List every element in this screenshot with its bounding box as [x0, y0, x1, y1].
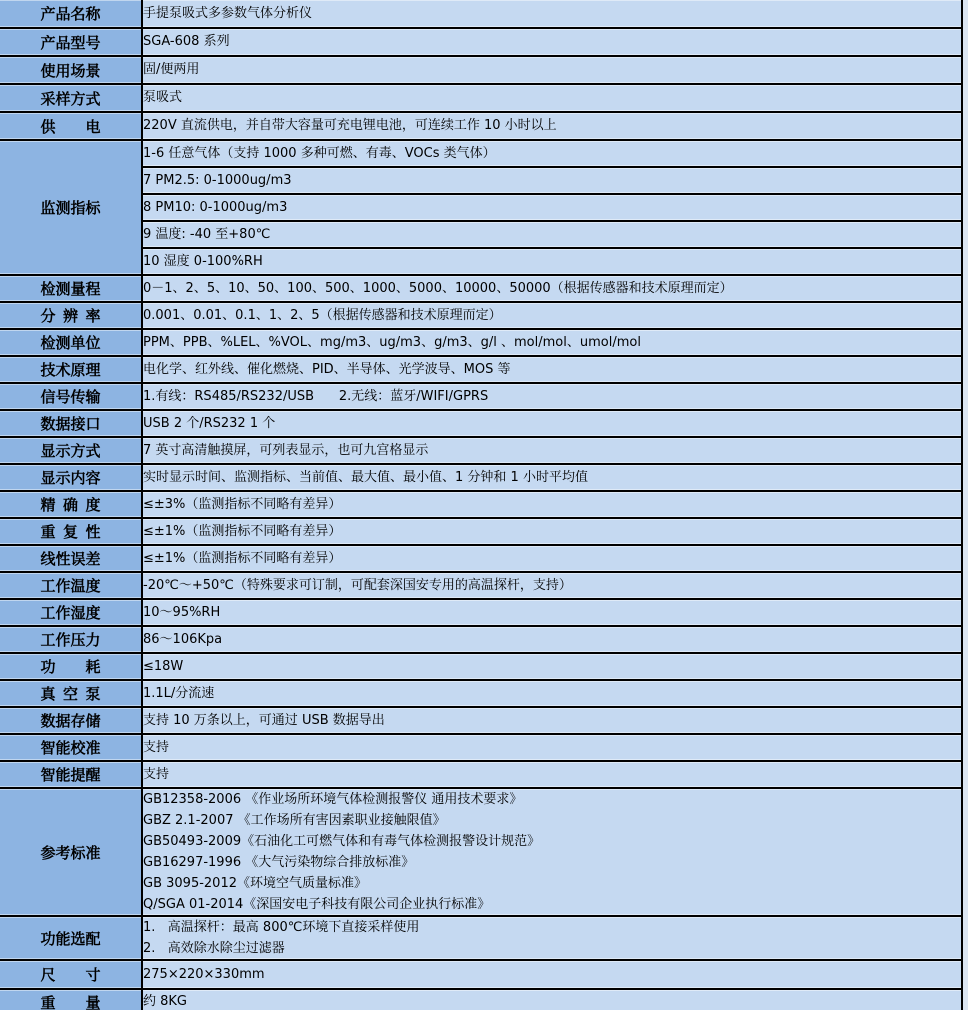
- spec-label-text: 功能选配: [40, 929, 101, 948]
- spec-label-text: 重量: [40, 993, 101, 1010]
- table-row: [0, 275, 962, 302]
- table-row: [0, 410, 962, 437]
- spec-label: [0, 599, 142, 626]
- spec-label-text: 使用场景: [40, 61, 101, 80]
- spec-label-text: 信号传输: [40, 388, 101, 406]
- spec-value: PPM、PPB、%LEL、%VOL、mg/m3、ug/m3、g/m3、g/l 、mol/mol、umol/mol: [142, 329, 962, 356]
- spec-label: [0, 545, 142, 572]
- spec-label-text: 数据存储: [40, 712, 101, 730]
- spec-label-text: 参考标准: [40, 843, 101, 862]
- table-row: [0, 84, 962, 112]
- spec-label-text: 显示内容: [40, 469, 101, 487]
- spec-label: [0, 960, 142, 989]
- spec-label: [0, 653, 142, 680]
- spec-label: [0, 916, 142, 960]
- spec-label: [0, 383, 142, 410]
- spec-label: [0, 989, 142, 1010]
- table-row: [0, 0, 962, 28]
- table-row: [0, 112, 962, 140]
- spec-value-line: GBZ 2.1-2007 《工作场所有害因素职业接触限值》: [143, 813, 446, 828]
- table-row: [0, 599, 962, 626]
- spec-value: 10 湿度 0-100%RH: [142, 248, 962, 275]
- table-row: [0, 788, 962, 916]
- table-row: [0, 437, 962, 464]
- spec-value: 电化学、红外线、催化燃烧、PID、半导体、光学波导、MOS 等: [142, 356, 962, 383]
- table-row: [0, 626, 962, 653]
- spec-value-line: GB16297-1996 《大气污染物综合排放标准》: [143, 855, 415, 870]
- spec-label: [0, 626, 142, 653]
- spec-value-line: GB50493-2009《石油化工可燃气体和有毒气体检测报警设计规范》: [143, 834, 541, 849]
- spec-label: [0, 28, 142, 56]
- table-row: [0, 545, 962, 572]
- table-row: [0, 329, 962, 356]
- spec-label: [0, 734, 142, 761]
- spec-label-text: 工作湿度: [40, 604, 101, 622]
- spec-label-text: 采样方式: [40, 89, 101, 108]
- spec-label: [0, 140, 142, 275]
- spec-label-text: 检测单位: [40, 334, 101, 352]
- spec-value: 86～106Kpa: [142, 626, 962, 653]
- spec-label: [0, 707, 142, 734]
- spec-value: 固/便两用: [142, 56, 962, 84]
- spec-label-text: 精确度: [40, 496, 101, 514]
- spec-value: 手提泵吸式多参数气体分析仪: [142, 0, 962, 28]
- spec-label-text: 技术原理: [40, 361, 101, 379]
- spec-value: ≤±1%（监测指标不同略有差异）: [142, 545, 962, 572]
- table-row: [0, 383, 962, 410]
- spec-value: -20℃～+50℃（特殊要求可订制，可配套深国安专用的高温探杆，支持）: [142, 572, 962, 599]
- spec-value-line: 1. 高温探杆：最高 800℃环境下直接采样使用: [143, 920, 420, 935]
- table-row: [0, 28, 962, 56]
- table-row: [0, 491, 962, 518]
- spec-label: [0, 0, 142, 28]
- spec-label: [0, 761, 142, 788]
- spec-value: ≤18W: [142, 653, 962, 680]
- spec-value: ≤±1%（监测指标不同略有差异）: [142, 518, 962, 545]
- spec-label-text: 产品名称: [40, 5, 101, 23]
- spec-value: 实时显示时间、监测指标、当前值、最大值、最小值、1 分钟和 1 小时平均值: [142, 464, 962, 491]
- spec-label-text: 智能提醒: [40, 766, 101, 784]
- table-row: [0, 761, 962, 788]
- spec-value: 泵吸式: [142, 84, 962, 112]
- spec-label: [0, 437, 142, 464]
- spec-value: ≤±3%（监测指标不同略有差异）: [142, 491, 962, 518]
- table-row: [0, 916, 962, 960]
- spec-label-text: 尺寸: [40, 966, 101, 984]
- spec-label: [0, 788, 142, 916]
- table-row: [0, 734, 962, 761]
- spec-value-line: GB 3095-2012《环境空气质量标准》: [143, 876, 367, 891]
- spec-value: 1.1L/分流速: [142, 680, 962, 707]
- table-row: [0, 194, 962, 221]
- spec-value: 支持: [142, 734, 962, 761]
- table-row: [0, 960, 962, 989]
- table-row: [0, 572, 962, 599]
- spec-label: [0, 572, 142, 599]
- spec-label-text: 重复性: [40, 523, 101, 541]
- spec-label-text: 工作温度: [40, 577, 101, 595]
- spec-label: [0, 329, 142, 356]
- spec-value: 0－1、2、5、10、50、100、500、1000、5000、10000、50000（根据传感器和技术原理而定）: [142, 275, 962, 302]
- spec-value: 275×220×330mm: [142, 960, 962, 989]
- spec-label-text: 分辨率: [40, 307, 101, 325]
- spec-value: 支持 10 万条以上，可通过 USB 数据导出: [142, 707, 962, 734]
- spec-label-text: 显示方式: [40, 442, 101, 460]
- spec-label-text: 数据接口: [40, 415, 101, 433]
- spec-label: [0, 275, 142, 302]
- table-row: [0, 464, 962, 491]
- spec-value: 9 温度: -40 至+80℃: [142, 221, 962, 248]
- table-row: [0, 56, 962, 84]
- spec-label: [0, 302, 142, 329]
- table-row: [0, 140, 962, 167]
- table-row: [0, 302, 962, 329]
- spec-label-text: 监测指标: [40, 199, 101, 217]
- spec-value-line: 2. 高效除水除尘过滤器: [143, 941, 285, 956]
- spec-label: [0, 518, 142, 545]
- spec-label-text: 检测量程: [40, 280, 101, 298]
- table-row: [0, 518, 962, 545]
- table-row: [0, 989, 962, 1010]
- spec-label: [0, 410, 142, 437]
- table-row: [0, 167, 962, 194]
- table-row: [0, 653, 962, 680]
- spec-value: 220V 直流供电，并自带大容量可充电锂电池，可连续工作 10 小时以上: [142, 112, 962, 140]
- spec-value: 10～95%RH: [142, 599, 962, 626]
- spec-value: USB 2 个/RS232 1 个: [142, 410, 962, 437]
- spec-label: [0, 680, 142, 707]
- table-row: [0, 221, 962, 248]
- table-row: [0, 356, 962, 383]
- spec-value: 8 PM10: 0-1000ug/m3: [142, 194, 962, 221]
- spec-label-text: 智能校准: [40, 739, 101, 757]
- spec-label: [0, 464, 142, 491]
- spec-label-text: 真空泵: [40, 685, 101, 703]
- spec-label: [0, 112, 142, 140]
- spec-label: [0, 84, 142, 112]
- spec-label: [0, 491, 142, 518]
- spec-value: 约 8KG: [142, 989, 962, 1010]
- spec-label: [0, 356, 142, 383]
- table-row: [0, 707, 962, 734]
- spec-value: [142, 788, 962, 916]
- spec-value-line: Q/SGA 01-2014《深国安电子科技有限公司企业执行标准》: [143, 897, 491, 912]
- spec-label-text: 线性误差: [40, 550, 101, 568]
- spec-label-text: 产品型号: [40, 33, 101, 52]
- spec-value: 7 英寸高清触摸屏，可列表显示，也可九宫格显示: [142, 437, 962, 464]
- spec-value: SGA-608 系列: [142, 28, 962, 56]
- spec-value: 0.001、0.01、0.1、1、2、5（根据传感器和技术原理而定）: [142, 302, 962, 329]
- spec-label-text: 功耗: [40, 658, 101, 676]
- spec-label: [0, 56, 142, 84]
- spec-value: 1.有线：RS485/RS232/USB 2.无线：蓝牙/WIFI/GPRS: [142, 383, 962, 410]
- spec-value: [142, 916, 962, 960]
- spec-value: 支持: [142, 761, 962, 788]
- spec-value-line: GB12358-2006 《作业场所环境气体检测报警仪 通用技术要求》: [143, 792, 523, 807]
- table-row: [0, 248, 962, 275]
- spec-value: 1-6 任意气体（支持 1000 多种可燃、有毒、VOCs 类气体）: [142, 140, 962, 167]
- spec-label-text: 工作压力: [40, 631, 101, 649]
- spec-value: 7 PM2.5: 0-1000ug/m3: [142, 167, 962, 194]
- table-row: [0, 680, 962, 707]
- spec-label-text: 供电: [40, 117, 101, 136]
